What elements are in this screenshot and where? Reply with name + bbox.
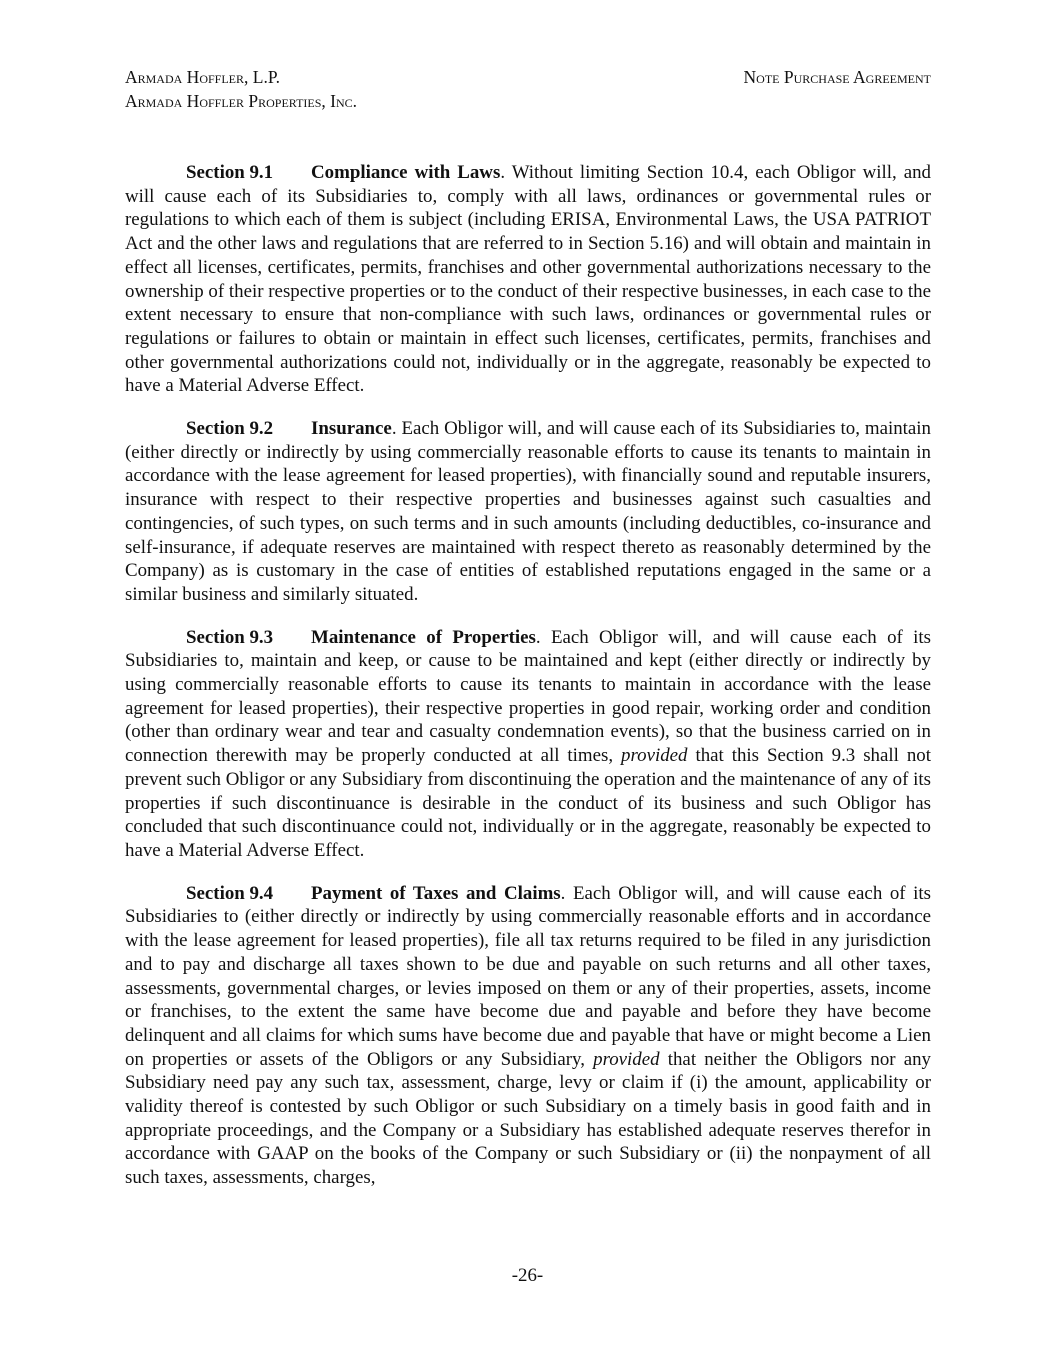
section-body-continued: that this Section 9.3 shall not prevent such Obligor or any Subsidiary from discontinuing the operation and the maintenance of any of its properties if such discontinuance is desirable in the conduct of its business and such Obligor has concluded that such discontinuance could not, individually or in the aggregate, reasonably be expected to have a Material Adverse Effect. bbox=[125, 745, 931, 861]
company-name-lp: Armada Hoffler, L.P. bbox=[125, 67, 280, 87]
section-number: Section 9.4 bbox=[186, 882, 274, 904]
section-number: Section 9.1 bbox=[186, 162, 274, 183]
section-number: Section 9.3 bbox=[186, 626, 274, 648]
section-body: . Each Obligor will, and will cause each of its Subsidiaries to, maintain (either directly or indirectly by using commercially reasonable efforts to cause its tenants to maintain in accordance with the lease agreement for leased properties), with financially sound and reputable insurers, insurance with respect to their respective properties and businesses against such casualties and contingencies, of such types, on such terms and in such amounts (including deductibles, co-insurance and self-insurance, if adequate reserves are maintained with respect thereto as reasonably determined by the Company) as is customary in the case of entities of established reputations engaged in the same or a similar business and similarly situated. bbox=[125, 418, 931, 605]
section-title: Insurance bbox=[311, 418, 392, 440]
company-name-inc: Armada Hoffler Properties, Inc. bbox=[125, 91, 358, 111]
section-body-continued: that neither the Obligors nor any Subsidiary need pay any such tax, assessment, charge, levy or claim if (i) the amount, applicability or validity thereof is contested by such Obligor or such Subsidiary on a timely basis in good faith and in appropriate proceedings, and the Company or a Subsidiary has established adequate reserves therefor in accordance with GAAP on the books of the Company or such Subsidiary or (ii) the nonpayment of all such taxes, assessments, charges, bbox=[125, 1048, 931, 1189]
section-9-1 bbox=[125, 161, 931, 398]
section-title: Compliance with Laws bbox=[311, 162, 501, 183]
document-title: Note Purchase Agreement bbox=[743, 67, 931, 87]
page-number: -26- bbox=[511, 1265, 544, 1286]
section-9-4 bbox=[125, 882, 931, 1190]
italic-term: provided bbox=[621, 745, 688, 767]
italic-term: provided bbox=[593, 1048, 660, 1070]
section-title: Payment of Taxes and Claims bbox=[311, 882, 561, 904]
section-9-2 bbox=[125, 417, 931, 607]
section-number: Section 9.2 bbox=[186, 418, 274, 440]
section-title: Maintenance of Properties bbox=[311, 626, 536, 648]
header-company-names bbox=[125, 65, 357, 113]
document-body bbox=[125, 161, 931, 1209]
section-body: . Each Obligor will, and will cause each of its Subsidiaries to, maintain and keep, or cause to be maintained and kept (either directly or indirectly by using commercially reasonable efforts to cause its tenants to maintain in accordance with the lease agreement for leased properties), their respective properties in good repair, working order and condition (other than ordinary wear and tear and casualty condemnation events), so that the business carried on in connection therewith may be properly conducted at all times, bbox=[125, 626, 931, 767]
section-body: . Without limiting Section 10.4, each Obligor will, and will cause each of its Subsidiaries to, comply with all laws, ordinances or governmental rules or regulations to which each of them is subject (including ERISA, Environmental Laws, the USA PATRIOT Act and the other laws and regulations that are referred to in Section 5.16) and will obtain and maintain in effect all licenses, certificates, permits, franchises and other governmental authorizations necessary to the ownership of their respective properties or to the conduct of their respective businesses, in each case to the extent necessary to ensure that non-compliance with such laws, ordinances or governmental rules or regulations or failures to obtain or maintain in effect such licenses, certificates, permits, franchises and other governmental authorizations could not, individually or in the aggregate, reasonably be expected to have a Material Adverse Effect. bbox=[125, 162, 931, 397]
section-body: . Each Obligor will, and will cause each of its Subsidiaries to (either directly or indirectly by using commercially reasonable efforts and in accordance with the lease agreement for leased properties), file all tax returns required to be filed in any jurisdiction and to pay and discharge all taxes shown to be due and payable on such returns and all other taxes, assessments, governmental charges, or levies imposed on them or any of their properties, assets, income or franchises, to the extent the same have become due and payable and before they have become delinquent and all claims for which sums have become due and payable that have or might become a Lien on properties or assets of the Obligors or any Subsidiary, bbox=[125, 882, 931, 1070]
section-9-3 bbox=[125, 626, 931, 863]
